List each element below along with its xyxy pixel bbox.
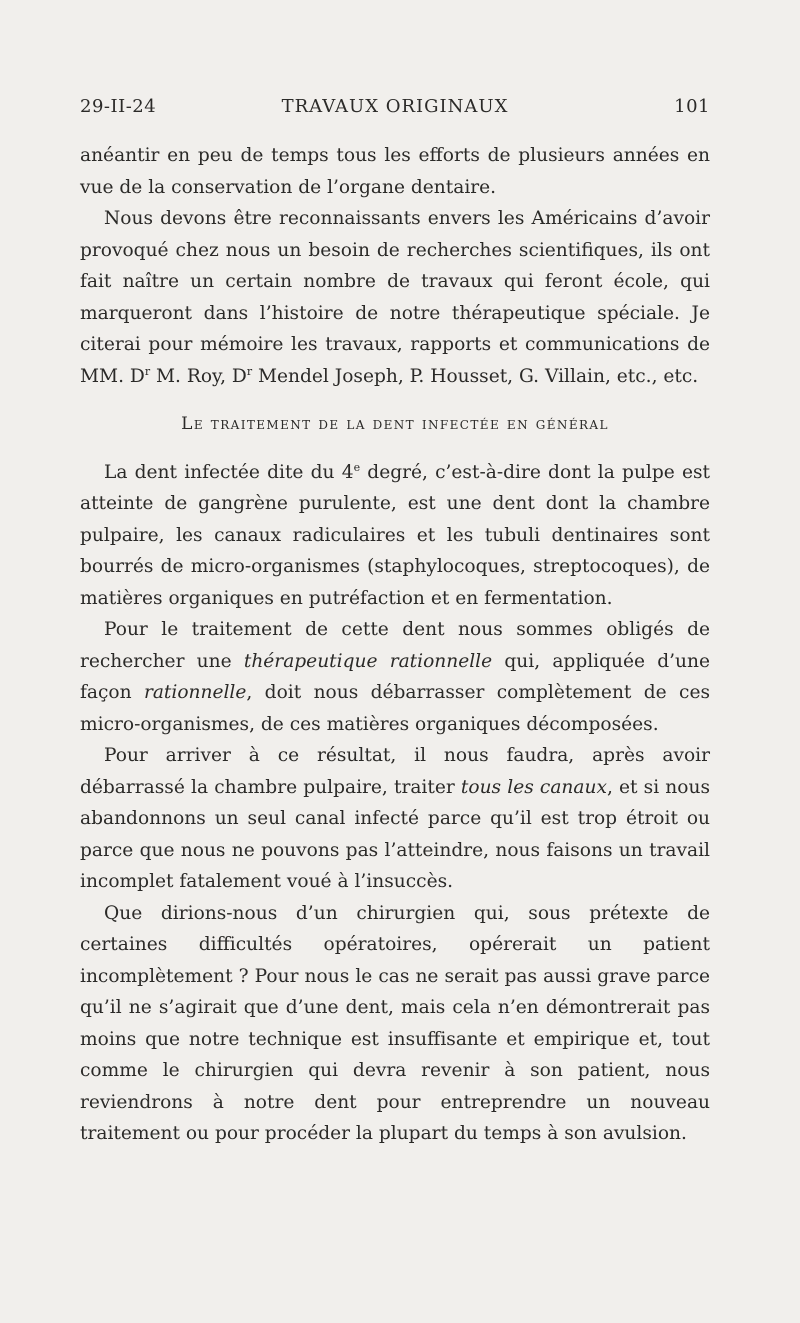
paragraph-1: anéantir en peu de temps tous les efforts de plusieurs années en vue de la conservation de l’organe dentaire. xyxy=(80,145,710,198)
paragraph-6: Que dirions-nous d’un chirurgien qui, sous prétexte de certaines difficultés opératoires, opérerait un patient incomplètement ? Pour nous le cas ne serait pas aussi grave parce qu’il ne s’agirait que d’une dent, mais cela n’en démontrerait pas moins que notre technique est insuffisante et empirique et, tout comme le chirurgien qui devra revenir à son patient, nous reviendrons à notre dent pour entreprendre un nouveau traitement ou pour procéder la plupart du temps à son avulsion. xyxy=(80,902,710,1144)
page-number: 101 xyxy=(674,96,710,117)
superscript-r: r xyxy=(144,364,151,378)
superscript-r: r xyxy=(246,364,253,378)
italic-phrase: rationnelle xyxy=(143,682,247,703)
italic-phrase: tous les canaux xyxy=(460,776,607,798)
body-text xyxy=(80,140,710,1150)
paragraph-5 xyxy=(80,740,710,898)
paragraph-5-text-a: Pour arriver à ce résultat, il nous faudra, après avoir débarrassé la chambre pulpaire, traiter xyxy=(80,745,710,798)
header-date: 29-II-24 xyxy=(80,96,157,117)
running-header xyxy=(80,96,710,124)
paragraph-4 xyxy=(80,614,710,740)
paragraph-4-text-b: qui, appliquée d’une façon xyxy=(80,650,710,703)
paragraph-2-text-a: Nous devons être reconnaissants envers les Américains d’avoir provoqué chez nous un besoin de recherches scientifiques, ils ont fait naître un certain nombre de travaux qui feront école, qui marqueront dans l’histoire de notre thérapeutique spéciale. Je citerai pour mémoire les travaux, rapports et communications de MM. D xyxy=(80,208,710,387)
paragraph-2-text-b: M. Roy, D xyxy=(150,365,247,387)
italic-phrase: thérapeutique rationnelle xyxy=(243,650,493,672)
section-title: Le traitement de la dent infectée en général xyxy=(181,414,609,434)
paragraph-2-text-c: Mendel Joseph, P. Housset, G. Villain, etc., etc. xyxy=(252,365,699,387)
superscript-e: e xyxy=(353,460,361,474)
paragraph-3 xyxy=(80,457,710,615)
paragraph-3-text-b: degré, c’est-à-dire dont la pulpe est atteinte de gangrène purulente, est une dent dont la chambre pulpaire, les canaux radiculaires et les tubuli dentinaires sont bourrés de micro-organismes (staphylocoques, streptocoques), de matières organiques en putréfaction et en fermentation. xyxy=(80,461,710,609)
header-title: TRAVAUX ORIGINAUX xyxy=(281,96,509,117)
paragraph-4-text-a: Pour le traitement de cette dent nous sommes obligés de rechercher une xyxy=(80,619,710,672)
paragraph-2 xyxy=(80,203,710,392)
paragraph-4-text-c: , doit nous débarrasser complètement de ces micro-organismes, de ces matières organiques décomposées. xyxy=(80,682,710,735)
paragraph-5-text-b: , et si nous abandonnons un seul canal infecté parce qu’il est trop étroit ou parce que nous ne pouvons pas l’atteindre, nous faisons un travail incomplet fatalement voué à l’insuccès. xyxy=(80,776,710,892)
paragraph-3-text-a: La dent infectée dite du 4 xyxy=(104,461,354,483)
